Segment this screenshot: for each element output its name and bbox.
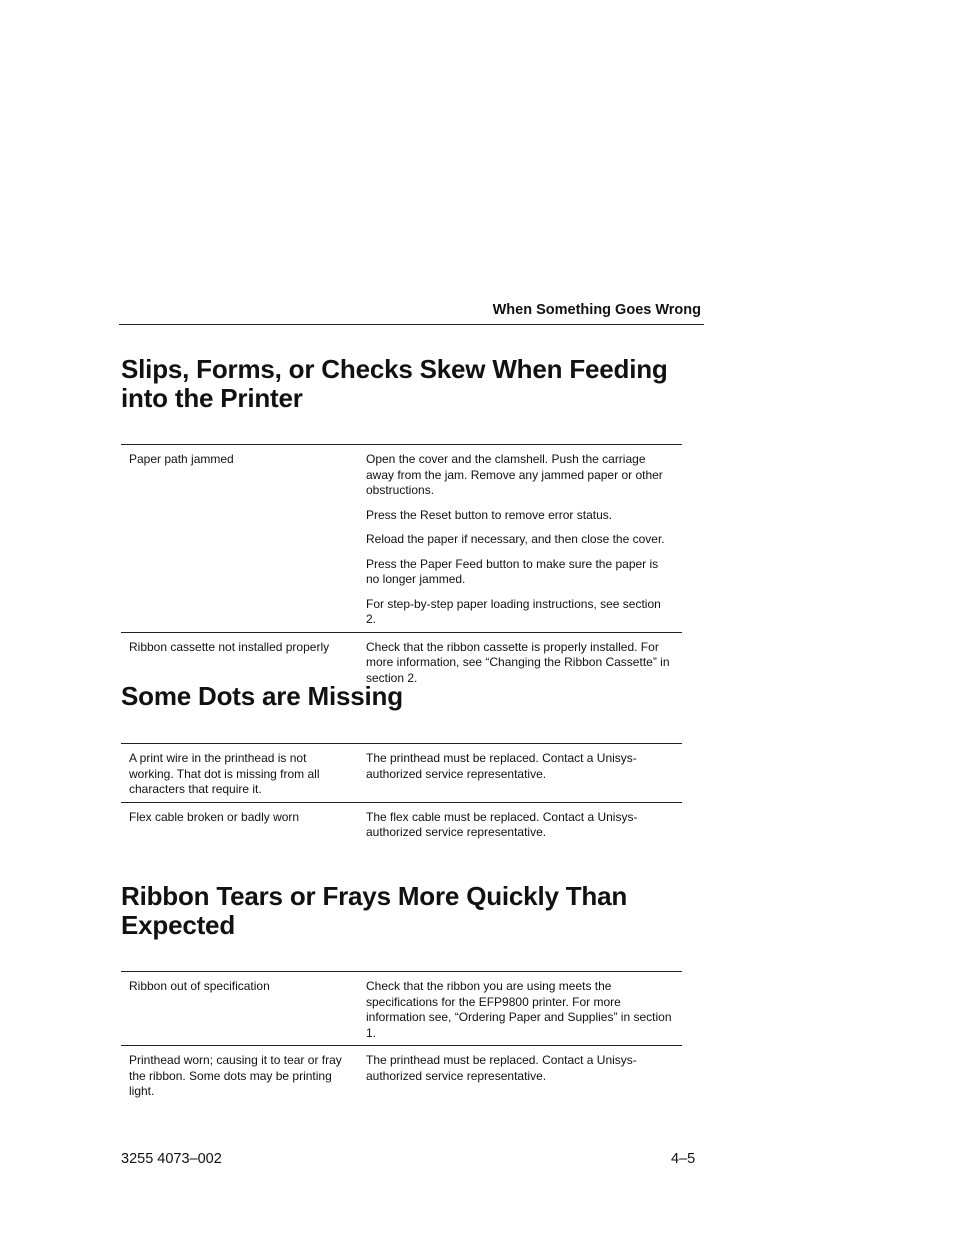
solution-step: Press the Reset button to remove error status. <box>366 507 613 522</box>
problem-cause: Paper path jammed <box>129 452 234 466</box>
running-header-title: When Something Goes Wrong <box>492 302 701 318</box>
solution-list <box>366 751 682 798</box>
solution-list <box>366 1053 682 1100</box>
solution-list <box>366 640 682 687</box>
table-row <box>121 1045 682 1104</box>
solution-step: The flex cable must be replaced. Contact a Unisys-authorized service representative. <box>366 809 638 839</box>
solution-list <box>366 810 682 841</box>
solution-step: For step-by-step paper loading instructions, see section 2. <box>366 596 661 626</box>
solution-step: Check that the ribbon cassette is properly installed. For more information, see “Changing the Ribbon Cassette” in section 2. <box>366 639 670 685</box>
solution-list <box>366 452 682 628</box>
table-row <box>121 445 682 632</box>
table-row <box>121 744 682 802</box>
page-number: 4–5 <box>671 1151 696 1167</box>
troubleshooting-table <box>121 971 682 1104</box>
solution-step: Reload the paper if necessary, and then close the cover. <box>366 532 665 546</box>
solution-step: Check that the ribbon you are using meets the specifications for the EFP9800 printer. For more information see, “Ordering Paper and Supplies” in section 1. <box>366 979 672 1040</box>
section-title-line: Ribbon Tears or Frays More Quickly Than <box>121 881 628 911</box>
solution-list <box>366 979 682 1041</box>
section-title-dots-missing <box>121 682 681 711</box>
section-title-ribbon-tears <box>121 882 681 940</box>
troubleshooting-table <box>121 444 682 690</box>
solution-step: Open the cover and the clamshell. Push the carriage away from the jam. Remove any jammed paper or other obstructions. <box>366 452 663 497</box>
section-title-line: into the Printer <box>121 383 303 413</box>
problem-cause: A print wire in the printhead is not working. That dot is missing from all characters that require it. <box>129 751 320 796</box>
section-title-skew <box>121 355 681 413</box>
section-title-line: Some Dots are Missing <box>121 681 403 711</box>
section-title-line: Expected <box>121 910 236 940</box>
problem-cause: Ribbon out of specification <box>129 979 270 993</box>
document-number: 3255 4073–002 <box>121 1151 222 1167</box>
problem-cause: Ribbon cassette not installed properly <box>129 639 330 654</box>
running-header <box>119 302 704 325</box>
problem-cause: Printhead worn; causing it to tear or fray the ribbon. Some dots may be printing light. <box>129 1053 342 1098</box>
problem-cause: Flex cable broken or badly worn <box>129 809 300 824</box>
solution-step: The printhead must be replaced. Contact a Unisys-authorized service representative. <box>366 1053 637 1083</box>
troubleshooting-table <box>121 743 682 845</box>
table-row <box>121 972 682 1045</box>
solution-step: Press the Paper Feed button to make sure the paper is no longer jammed. <box>366 556 659 586</box>
section-title-line: Slips, Forms, or Checks Skew When Feeding <box>121 354 668 384</box>
solution-step: The printhead must be replaced. Contact a Unisys-authorized service representative. <box>366 751 637 781</box>
table-row <box>121 802 682 845</box>
